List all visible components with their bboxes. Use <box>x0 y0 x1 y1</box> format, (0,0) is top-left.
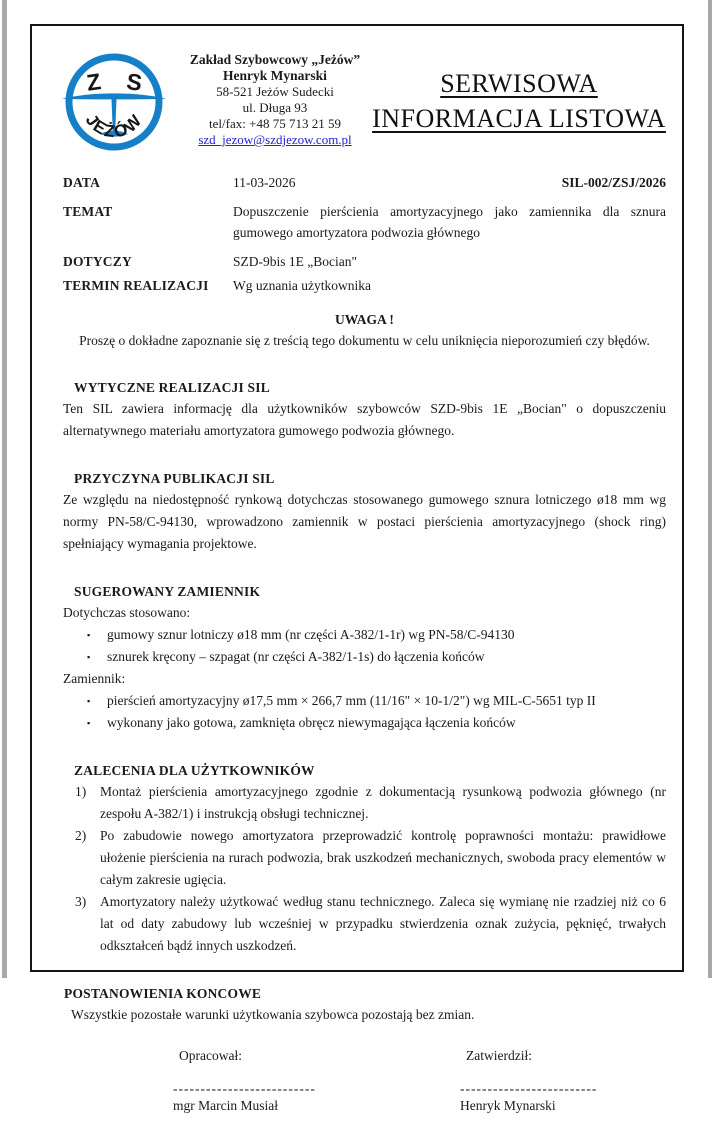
meta-value-termin: Wg uznania użytkownika <box>233 278 371 293</box>
list-item <box>63 712 666 734</box>
section-text-przyczyna: Ze względu na niedostępność rynkową dotychczas stosowanego gumowego sznura lotniczego ø18 mm wg normy PN-58/C-94130, wprowadzono zamiennik w postaci pierścienia amortyzacyjnego (shock ring) spełniający wymagania projektowe. <box>63 492 666 551</box>
list-item <box>63 781 666 825</box>
document-title-line1: SERWISOWA <box>440 69 598 98</box>
section-heading-zamiennik: SUGEROWANY ZAMIENNIK <box>74 584 261 599</box>
zamiennik-old-label: Dotychczas stosowano: <box>63 605 191 620</box>
bullet-icon: ▪ <box>87 696 91 706</box>
zamiennik-old-item-2: sznurek kręcony – szpagat (nr części A-382/1-1s) do łączenia końców <box>107 649 485 664</box>
meta-row-termin <box>63 275 666 296</box>
signature-right-name: Henryk Mynarski <box>460 1098 556 1113</box>
company-address-line1: 58-521 Jeżów Sudecki <box>216 84 334 99</box>
list-number: 1) <box>75 784 87 799</box>
meta-label-temat: TEMAT <box>63 204 113 219</box>
zalecenia-item-1: Montaż pierścienia amortyzacyjnego zgodnie z dokumentacją rysunkową podwozia głównego (nr zespołu A-382/1) i instrukcją obsługi technicznej. <box>100 784 666 821</box>
document-page <box>30 24 684 1113</box>
signature-left <box>173 1048 316 1116</box>
list-number: 3) <box>75 894 87 909</box>
section-heading-wytyczne: WYTYCZNE REALIZACJI SIL <box>74 380 270 395</box>
meta-row-temat <box>63 201 666 243</box>
document-title <box>368 66 670 136</box>
meta-label-dotyczy: DOTYCZY <box>63 254 132 269</box>
document-title-line2: INFORMACJA LISTOWA <box>372 104 666 133</box>
company-address-line2: ul. Długa 93 <box>242 100 308 115</box>
zamiennik-new-item-1: pierścień amortyzacyjny ø17,5 mm × 266,7 mm (11/16" × 10-1/2") wg MIL-C-5651 typ II <box>107 693 596 708</box>
logo-letter-s: S <box>124 68 144 96</box>
signature-right-line: ------------------------- <box>460 1081 598 1096</box>
zamiennik-old-item-1: gumowy sznur lotniczy ø18 mm (nr części A-382/1-1r) wg PN-58/C-94130 <box>107 627 515 642</box>
meta-value-data: 11-03-2026 <box>233 175 296 190</box>
meta-row-data <box>63 172 666 193</box>
logo-arc-text: JEŻÓW <box>81 109 147 142</box>
section-heading-postanowienia: POSTANOWIENIA KONCOWE <box>64 986 262 1001</box>
bullet-icon: ▪ <box>87 630 91 640</box>
list-item <box>63 690 666 712</box>
company-name: Zakład Szybowcowy „Jeżów” <box>189 52 361 67</box>
notice-block <box>63 309 666 351</box>
company-info-block <box>150 52 400 148</box>
signature-left-name: mgr Marcin Musiał <box>173 1098 278 1113</box>
signature-right-label: Zatwierdził: <box>466 1048 532 1063</box>
meta-label-data: DATA <box>63 175 101 190</box>
section-heading-przyczyna: PRZYCZYNA PUBLIKACJI SIL <box>74 471 275 486</box>
document-number: SIL-002/ZSJ/2026 <box>561 175 666 190</box>
scan-edge-right <box>708 0 712 978</box>
bullet-icon: ▪ <box>87 652 91 662</box>
company-phone: tel/fax: +48 75 713 21 59 <box>209 116 341 131</box>
list-item <box>63 624 666 646</box>
zamiennik-new-item-2: wykonany jako gotowa, zamknięta obręcz niewymagająca łączenia końców <box>107 715 516 730</box>
zalecenia-item-2: Po zabudowie nowego amortyzatora przeprowadzić kontrolę poprawności montażu: prawidłowe ułożenie pierścienia na rurach podwozia, brak uszkodzeń mechanicznych, swoboda pracy elementów w całym zakresie ugięcia. <box>100 828 666 887</box>
logo-letter-z: Z <box>84 68 103 96</box>
section-text-postanowienia: Wszystkie pozostałe warunki użytkowania szybowca pozostają bez zmian. <box>71 1007 475 1022</box>
meta-row-dotyczy <box>63 251 666 272</box>
list-number: 2) <box>75 828 87 843</box>
notice-title: UWAGA ! <box>335 312 394 327</box>
meta-value-temat: Dopuszczenie pierścienia amortyzacyjnego jako zamiennika dla sznura gumowego amortyzatora podwozia głównego <box>233 204 666 240</box>
zalecenia-item-3: Amortyzatory należy użytkować według stanu technicznego. Zaleca się wymianę nie rzadziej niż co 6 lat od daty zabudowy lub wcześniej w przypadku stwierdzenia oznak zużycia, pęknięć, trwałych odkształceń bądź innych uszkodzeń. <box>100 894 666 953</box>
bullet-icon: ▪ <box>87 718 91 728</box>
zamiennik-new-label: Zamiennik: <box>63 671 126 686</box>
signature-left-line: -------------------------- <box>173 1081 316 1096</box>
scan-edge-left <box>2 0 7 978</box>
company-owner: Henryk Mynarski <box>223 68 327 83</box>
list-item <box>63 825 666 891</box>
meta-label-termin: TERMIN REALIZACJI <box>63 278 209 293</box>
meta-value-dotyczy: SZD-9bis 1E „Bocian" <box>233 254 357 269</box>
notice-text: Proszę o dokładne zapoznanie się z treścią tego dokumentu w celu uniknięcia nieporozumień czy błędów. <box>79 333 650 348</box>
company-email-link[interactable]: szd_jezow@szdjezow.com.pl <box>198 132 352 147</box>
section-text-wytyczne: Ten SIL zawiera informację dla użytkowników szybowców SZD-9bis 1E „Bocian" o dopuszczeniu alternatywnego materiału amortyzatora gumowego podwozia głównego. <box>63 401 666 438</box>
signature-block <box>63 1048 666 1138</box>
signature-right <box>460 1048 597 1116</box>
section-heading-zalecenia: ZALECENIA DLA UŻYTKOWNIKÓW <box>74 763 315 778</box>
signature-left-label: Opracował: <box>179 1048 242 1063</box>
list-item <box>63 646 666 668</box>
list-item <box>63 891 666 957</box>
